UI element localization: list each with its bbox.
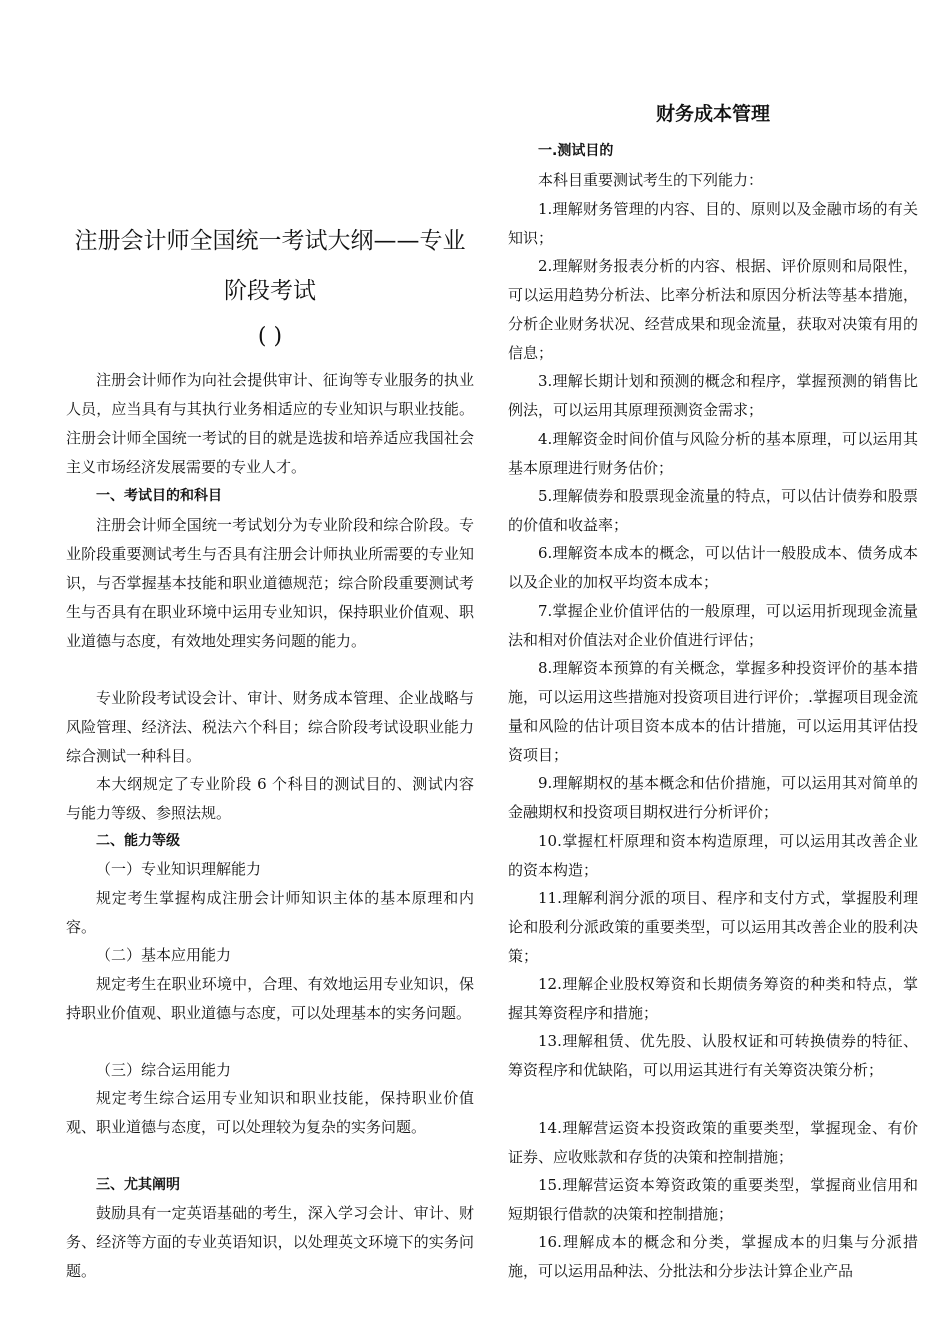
section-heading-notes: 三、尤其阐明: [96, 1177, 180, 1193]
ability-item: 1.理解财务管理的内容、目的、原则以及金融市场的有关知识；: [508, 200, 918, 247]
test-purpose-heading: 一.测试目的: [538, 143, 614, 159]
ability-item: 6.理解资本成本的概念，可以估计一般股成本、债务成本以及企业的加权平均资本成本；: [508, 544, 918, 591]
purpose-paragraph-1: 注册会计师全国统一考试划分为专业阶段和综合阶段。专业阶段重要测试考生与否具有注册会计师执业所需要的专业知识，与否掌握基本技能和职业道德规范；综合阶段重要测试考生与否具有在职业环境中运用专业知识，保持职业价值观、职业道德与态度，有效地处理实务问题的能力。: [66, 516, 474, 650]
exam-outline-title: 注册会计师全国统一考试大纲——专业阶段考试: [74, 228, 466, 304]
ability-item: 16.理解成本的概念和分类，掌握成本的归集与分派措施，可以运用品种法、分批法和分步法计算企业产品: [508, 1233, 918, 1280]
purpose-paragraph-3: 本大纲规定了专业阶段 6 个科目的测试目的、测试内容与能力等级、参照法规。: [66, 775, 474, 822]
level-subheading-3: （三）综合运用能力: [96, 1061, 232, 1079]
ability-item: 10.掌握杠杆原理和资本构造原理，可以运用其改善企业的资本构造；: [508, 832, 918, 879]
ability-item: 15.理解营运资本筹资政策的重要类型，掌握商业信用和短期银行借款的决策和控制措施；: [508, 1176, 918, 1223]
ability-item: 5.理解债券和股票现金流量的特点，可以估计债券和股票的价值和收益率；: [508, 487, 918, 534]
ability-item: 3.理解长期计划和预测的概念和程序，掌握预测的销售比例法，可以运用其原理预测资金需求；: [508, 372, 918, 419]
notes-paragraph: 鼓励具有一定英语基础的考生，深入学习会计、审计、财务、经济等方面的专业英语知识，以处理英文环境下的实务问题。: [66, 1204, 474, 1280]
section-heading-purpose: 一、考试目的和科目: [96, 488, 222, 504]
ability-item: 4.理解资金时间价值与风险分析的基本原理，可以运用其基本原理进行财务估价；: [508, 430, 918, 477]
ability-item: 13.理解租赁、优先股、认股权证和可转换债券的特征、筹资程序和优缺陷，可以用运其进行有关筹资决策分析；: [508, 1032, 918, 1079]
ability-item: 11.理解利润分派的项目、程序和支付方式，掌握股利理论和股利分派政策的重要类型，可以运用其改善企业的股利决策；: [508, 889, 918, 965]
test-purpose-intro: 本科目重要测试考生的下列能力：: [538, 171, 764, 189]
level-paragraph-3: 规定考生综合运用专业知识和职业技能，保持职业价值观、职业道德与态度，可以处理较为复杂的实务问题。: [66, 1089, 474, 1136]
ability-item: 8.理解资本预算的有关概念，掌握多种投资评价的基本措施，可以运用这些措施对投资项目进行评价；.掌握项目现金流量和风险的估计项目资本成本的估计措施，可以运用其评估投资项目；: [508, 659, 918, 764]
level-paragraph-1: 规定考生掌握构成注册会计师知识主体的基本原理和内容。: [66, 889, 474, 936]
section-heading-levels: 二、能力等级: [96, 833, 180, 849]
ability-item: 2.理解财务报表分析的内容、根据、评价原则和局限性，可以运用趋势分析法、比率分析法和原因分析法等基本措施，分析企业财务状况、经营成果和现金流量，获取对决策有用的信息；: [508, 257, 918, 362]
ability-item: 7.掌握企业价值评估的一般原理，可以运用折现现金流量法和相对价值法对企业价值进行评估；: [508, 602, 918, 649]
level-paragraph-2: 规定考生在职业环境中，合理、有效地运用专业知识，保持职业价值观、职业道德与态度，可以处理基本的实务问题。: [66, 975, 474, 1022]
subject-title: 财务成本管理: [655, 103, 770, 125]
ability-item: 9.理解期权的基本概念和估价措施，可以运用其对简单的金融期权和投资项目期权进行分析评价；: [508, 774, 918, 821]
ability-item: 12.理解企业股权筹资和长期债务筹资的种类和特点，掌握其筹资程序和措施；: [508, 975, 918, 1022]
level-subheading-2: （二）基本应用能力: [96, 946, 232, 964]
intro-paragraph: 注册会计师作为向社会提供审计、征询等专业服务的执业人员，应当具有与其执行业务相适应的专业知识与职业技能。注册会计师全国统一考试的目的就是选拔和培养适应我国社会主义市场经济发展需要的专业人才。: [66, 371, 474, 476]
purpose-paragraph-2: 专业阶段考试设会计、审计、财务成本管理、企业战略与风险管理、经济法、税法六个科目；综合阶段考试设职业能力综合测试一种科目。: [66, 689, 474, 765]
level-subheading-1: （一）专业知识理解能力: [96, 860, 262, 878]
title-parentheses: ( ): [257, 324, 283, 349]
ability-item: 14.理解营运资本投资政策的重要类型，掌握现金、有价证券、应收账款和存货的决策和控制措施；: [508, 1119, 918, 1166]
